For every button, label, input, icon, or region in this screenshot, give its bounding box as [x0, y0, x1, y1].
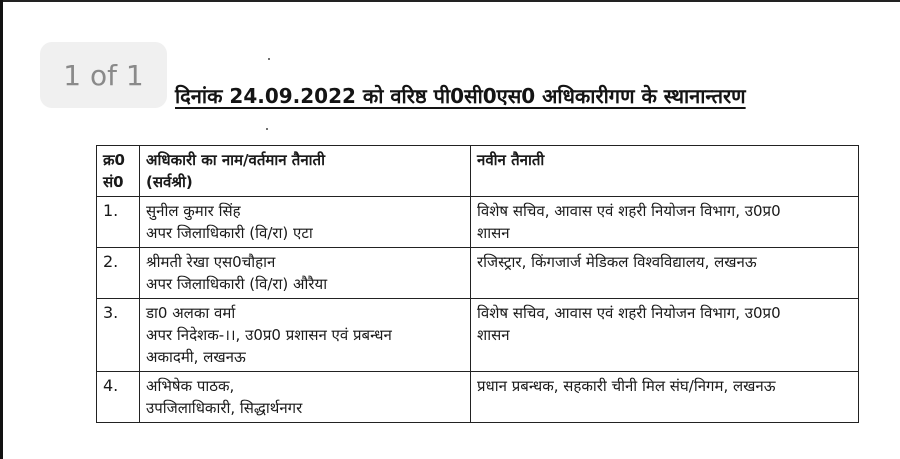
officer-name-cell	[140, 299, 471, 372]
new-posting-cell	[471, 372, 859, 423]
table-row	[97, 372, 859, 423]
table-header-row	[97, 146, 859, 197]
new-posting-line: शासन	[477, 326, 510, 344]
serial-number-cell: 2.	[97, 248, 140, 299]
officer-name-cell	[140, 372, 471, 423]
new-posting-cell	[471, 248, 859, 299]
officer-name-line: श्रीमती रेखा एस0चौहान	[146, 253, 276, 271]
officer-name-cell	[140, 197, 471, 248]
frame-top-border	[0, 0, 900, 2]
table-body	[97, 197, 859, 423]
transfer-table	[96, 145, 859, 423]
new-posting-line: विशेष सचिव, आवास एवं शहरी नियोजन विभाग, उ0प्र0	[477, 202, 781, 220]
header-new-posting: नवीन तैनाती	[471, 146, 859, 197]
table-row	[97, 248, 859, 299]
scan-speck	[268, 58, 270, 60]
new-posting-line: शासन	[477, 224, 510, 242]
new-posting-line: रजिस्ट्रार, किंगजार्ज मेडिकल विश्वविद्यालय, लखनऊ	[477, 253, 757, 271]
officer-name-line: अकादमी, लखनऊ	[146, 348, 246, 366]
new-posting-line: प्रधान प्रबन्धक, सहकारी चीनी मिल संघ/निगम, लखनऊ	[477, 377, 776, 395]
page-indicator: 1 of 1	[40, 42, 167, 108]
scan-speck	[266, 128, 268, 130]
document-title: दिनांक 24.09.2022 को वरिष्ठ पी0सी0एस0 अधिकारीगण के स्थानान्तरण	[175, 84, 746, 108]
frame-left-border	[0, 0, 3, 459]
officer-name-line: अपर निदेशक-।।, उ0प्र0 प्रशासन एवं प्रबन्धन	[146, 326, 392, 344]
new-posting-cell	[471, 197, 859, 248]
officer-name-line: उपजिलाधिकारी, सिद्धार्थनगर	[146, 399, 303, 417]
table-row	[97, 197, 859, 248]
serial-number-cell: 1.	[97, 197, 140, 248]
header-officer-name: अधिकारी का नाम/वर्तमान तैनाती (सर्वश्री)	[140, 146, 471, 197]
officer-name-line: सुनील कुमार सिंह	[146, 202, 241, 220]
officer-name-cell	[140, 248, 471, 299]
officer-name-line: डा0 अलका वर्मा	[146, 304, 236, 322]
new-posting-line: विशेष सचिव, आवास एवं शहरी नियोजन विभाग, उ0प्र0	[477, 304, 781, 322]
serial-number-cell: 3.	[97, 299, 140, 372]
table-row	[97, 299, 859, 372]
officer-name-line: अपर जिलाधिकारी (वि/रा) औरैया	[146, 275, 328, 293]
header-serial-number: क्र0 सं0	[97, 146, 140, 197]
officer-name-line: अपर जिलाधिकारी (वि/रा) एटा	[146, 224, 313, 242]
new-posting-cell	[471, 299, 859, 372]
serial-number-cell: 4.	[97, 372, 140, 423]
officer-name-line: अभिषेक पाठक,	[146, 377, 235, 395]
